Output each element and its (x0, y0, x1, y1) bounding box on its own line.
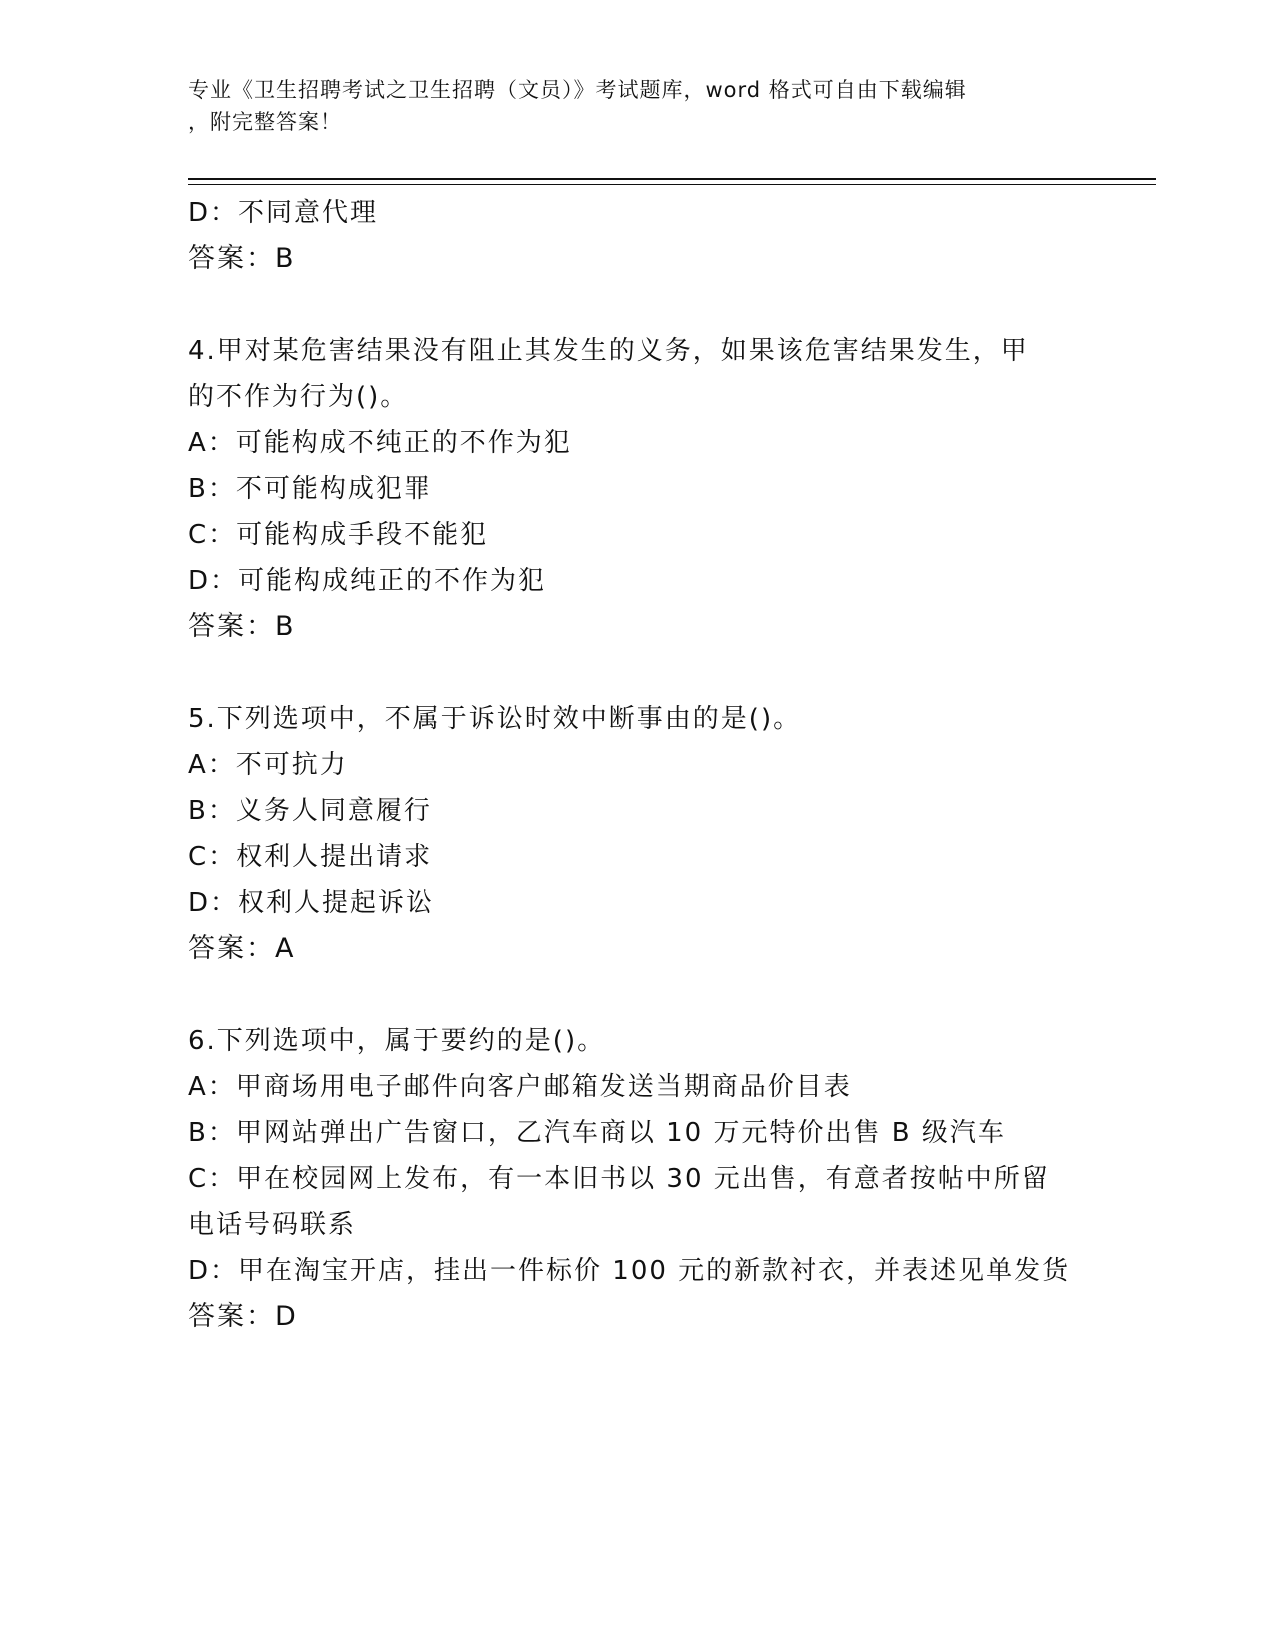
page-header (188, 74, 1088, 138)
q6-stem: 6.下列选项中，属于要约的是()。 (188, 1026, 606, 1056)
q6-option-c-line-2: 电话号码联系 (188, 1210, 357, 1240)
question-5 (188, 696, 1088, 972)
q5-option-a: A：不可抗力 (188, 750, 348, 780)
question-4 (188, 328, 1088, 650)
q4-answer: 答案：B (188, 611, 296, 642)
spacer (188, 972, 1088, 1018)
q5-answer: 答案：A (188, 933, 296, 964)
q3-answer: 答案：B (188, 243, 296, 274)
q4-stem-line-2: 的不作为行为()。 (188, 382, 409, 412)
spacer (188, 650, 1088, 696)
header-divider-thin (188, 184, 1156, 185)
header-line-2: ，附完整答案！ (188, 110, 342, 134)
q4-option-c: C：可能构成手段不能犯 (188, 520, 489, 550)
header-divider-thick (188, 178, 1156, 180)
q4-option-a: A：可能构成不纯正的不作为犯 (188, 428, 572, 458)
question-3-tail (188, 190, 1088, 282)
q6-option-d: D：甲在淘宝开店，挂出一件标价 100 元的新款衬衣，并表述见单发货 (188, 1256, 1071, 1286)
q6-answer: 答案：D (188, 1301, 298, 1332)
question-6 (188, 1018, 1088, 1340)
header-line-1: 专业《卫生招聘考试之卫生招聘（文员）》考试题库，word 格式可自由下载编辑 (188, 78, 967, 102)
q6-option-c-line-1: C：甲在校园网上发布，有一本旧书以 30 元出售，有意者按帖中所留 (188, 1164, 1050, 1194)
q5-option-c: C：权利人提出请求 (188, 842, 433, 872)
spacer (188, 282, 1088, 328)
q5-stem: 5.下列选项中，不属于诉讼时效中断事由的是()。 (188, 704, 802, 734)
q6-option-b: B：甲网站弹出广告窗口，乙汽车商以 10 万元特价出售 B 级汽车 (188, 1118, 1006, 1148)
q4-option-b: B：不可能构成犯罪 (188, 474, 432, 504)
q3-option-d: D：不同意代理 (188, 198, 379, 228)
q5-option-d: D：权利人提起诉讼 (188, 888, 435, 918)
exam-content (188, 190, 1088, 1340)
q5-option-b: B：义务人同意履行 (188, 796, 432, 826)
q6-option-a: A：甲商场用电子邮件向客户邮箱发送当期商品价目表 (188, 1072, 852, 1102)
q4-stem-line-1: 4.甲对某危害结果没有阻止其发生的义务，如果该危害结果发生，甲 (188, 336, 1029, 366)
q4-option-d: D：可能构成纯正的不作为犯 (188, 566, 547, 596)
